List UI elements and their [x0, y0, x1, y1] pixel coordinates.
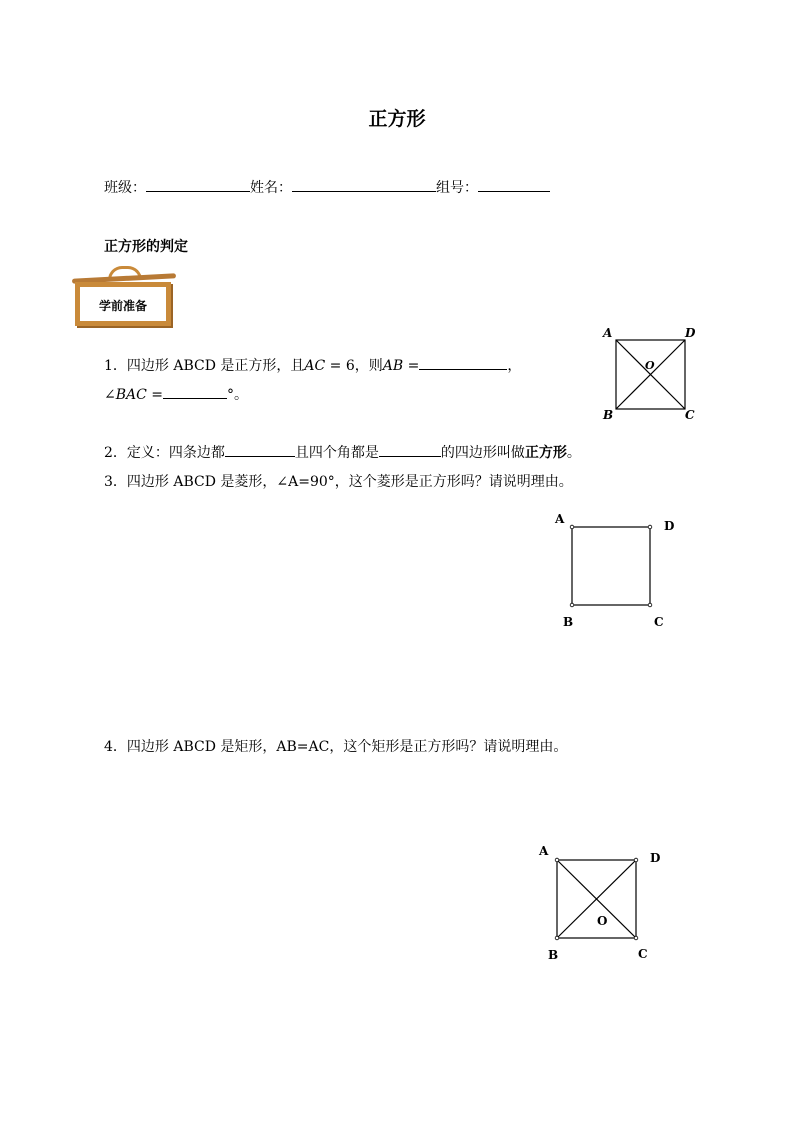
fig2-square	[572, 527, 650, 605]
question-1-line-1	[104, 355, 521, 375]
page-title: 正方形	[368, 108, 426, 130]
fig3-point-c	[634, 936, 638, 940]
q1-comma: ，	[507, 358, 522, 374]
q1-deg: °。	[227, 387, 249, 403]
q1-angle: ∠BAC	[104, 387, 147, 403]
q1-ab-blank[interactable]	[419, 355, 507, 370]
fig2-label-b: B	[563, 615, 574, 629]
q2-part3: 的四边形叫做	[440, 445, 525, 461]
name-label: 姓名：	[250, 180, 292, 196]
fig1-label-d: D	[685, 326, 696, 340]
fig2-label-c: C	[654, 615, 664, 629]
q1-eq6: = 6，则	[325, 358, 383, 374]
square-figure-3	[534, 840, 664, 966]
q2-sides-blank[interactable]	[225, 442, 295, 457]
group-label: 组号：	[436, 180, 478, 196]
q2-angles-blank[interactable]	[379, 442, 441, 457]
q1-ab: AB	[382, 358, 404, 374]
question-3: 3．四边形 ABCD 是菱形，∠A=90°，这个菱形是正方形吗？请说明理由。	[104, 474, 573, 490]
q1-eq: =	[403, 358, 420, 374]
fig3-label-d: D	[650, 851, 661, 865]
q1-text: 1．四边形 ABCD 是正方形，且	[104, 358, 305, 374]
fig2-point-c	[648, 603, 652, 607]
fig3-point-a	[555, 858, 559, 862]
fig1-label-c: C	[685, 408, 695, 422]
group-blank[interactable]	[478, 177, 550, 192]
fig1-label-o: O	[645, 359, 655, 372]
section-title: 正方形的判定	[104, 239, 188, 255]
fig3-point-d	[634, 858, 638, 862]
fig2-point-b	[570, 603, 574, 607]
q2-term: 正方形	[524, 445, 567, 461]
question-1-line-2	[104, 384, 248, 404]
q1-angle-blank[interactable]	[163, 384, 227, 399]
square-figure-1	[596, 322, 704, 424]
q1-ac: AC	[304, 358, 326, 374]
student-info-row	[104, 177, 550, 197]
fig3-point-b	[555, 936, 559, 940]
fig2-label-d: D	[664, 519, 675, 533]
fig1-label-b: B	[603, 408, 614, 422]
class-label: 班级：	[104, 180, 146, 196]
q2-part2: 且四个角都是	[294, 445, 379, 461]
q1-eq2: =	[146, 387, 164, 403]
square-figure-2	[550, 510, 680, 630]
question-2	[104, 442, 581, 462]
fig2-point-a	[570, 525, 574, 529]
fig3-label-b: B	[548, 948, 559, 962]
fig3-label-o: O	[597, 914, 608, 928]
fig2-label-a: A	[555, 512, 565, 526]
fig1-label-a: A	[603, 326, 613, 340]
sign-frame	[75, 282, 171, 326]
fig3-label-c: C	[638, 947, 648, 961]
name-blank[interactable]	[292, 177, 436, 192]
preparation-sign	[70, 266, 178, 330]
sign-label: 学前准备	[98, 299, 147, 313]
q2-end: 。	[566, 445, 581, 461]
q2-part1: 2．定义：四条边都	[104, 445, 225, 461]
fig2-point-d	[648, 525, 652, 529]
question-4: 4．四边形 ABCD 是矩形，AB=AC，这个矩形是正方形吗？请说明理由。	[104, 739, 568, 755]
class-blank[interactable]	[146, 177, 250, 192]
fig3-label-a: A	[539, 844, 549, 858]
